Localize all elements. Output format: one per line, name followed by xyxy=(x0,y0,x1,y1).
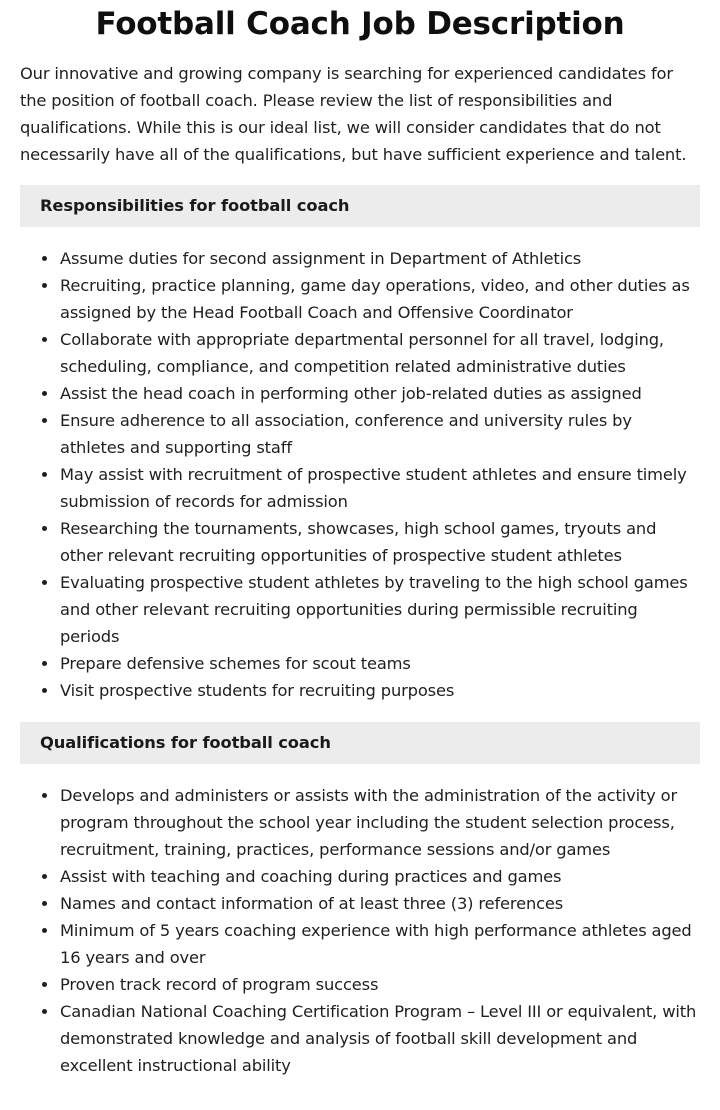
list-item: Develops and administers or assists with the administration of the activity or program throughout the school year including the student selection process, recruitment, training, practices, performance sessions and/or games xyxy=(60,782,700,863)
list-item: Collaborate with appropriate departmental personnel for all travel, lodging, scheduling, compliance, and competition related administrative duties xyxy=(60,326,700,380)
responsibilities-heading: Responsibilities for football coach xyxy=(20,185,700,227)
qualifications-heading: Qualifications for football coach xyxy=(20,722,700,764)
list-item: Visit prospective students for recruiting purposes xyxy=(60,677,700,704)
list-item: Recruiting, practice planning, game day operations, video, and other duties as assigned by the Head Football Coach and Offensive Coordinator xyxy=(60,272,700,326)
list-item: Ensure adherence to all association, conference and university rules by athletes and supporting staff xyxy=(60,407,700,461)
list-item: Prepare defensive schemes for scout teams xyxy=(60,650,700,677)
list-item: Names and contact information of at least three (3) references xyxy=(60,890,700,917)
list-item: Minimum of 5 years coaching experience with high performance athletes aged 16 years and over xyxy=(60,917,700,971)
list-item: Proven track record of program success xyxy=(60,971,700,998)
list-item: Researching the tournaments, showcases, high school games, tryouts and other relevant recruiting opportunities of prospective student athletes xyxy=(60,515,700,569)
list-item: Evaluating prospective student athletes by traveling to the high school games and other relevant recruiting opportunities during permissible recruiting periods xyxy=(60,569,700,650)
responsibilities-list xyxy=(20,245,700,704)
list-item: Assist with teaching and coaching during practices and games xyxy=(60,863,700,890)
list-item: May assist with recruitment of prospective student athletes and ensure timely submission of records for admission xyxy=(60,461,700,515)
list-item: Assist the head coach in performing other job-related duties as assigned xyxy=(60,380,700,407)
page-title: Football Coach Job Description xyxy=(95,6,625,42)
qualifications-list xyxy=(20,782,700,1079)
list-item: Canadian National Coaching Certification Program – Level III or equivalent, with demonstrated knowledge and analysis of football skill development and excellent instructional ability xyxy=(60,998,700,1079)
list-item: Assume duties for second assignment in Department of Athletics xyxy=(60,245,700,272)
intro-paragraph: Our innovative and growing company is searching for experienced candidates for the position of football coach. Please review the list of responsibilities and qualifications. While this is our ideal list, we will consider candidates that do not necessarily have all of the qualifications, but have sufficient experience and talent. xyxy=(20,64,687,164)
